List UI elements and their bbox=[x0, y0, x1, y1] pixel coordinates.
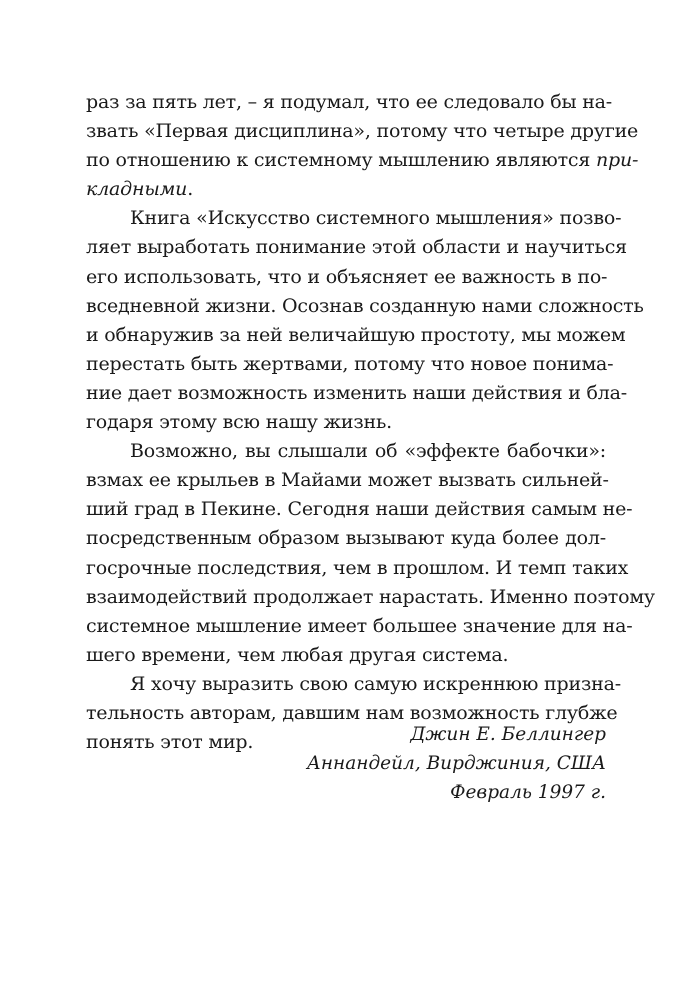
text-line: Я хочу выразить свою самую искреннюю призна- bbox=[130, 672, 621, 695]
body-text bbox=[86, 88, 655, 757]
text-line: звать «Первая дисциплина», потому что четыре другие bbox=[86, 120, 639, 143]
signature-block bbox=[307, 720, 606, 807]
text-line: годаря этому всю нашу жизнь. bbox=[86, 411, 392, 434]
text-line: посредственным образом вызывают куда более дол- bbox=[86, 527, 606, 550]
text-line: Возможно, вы слышали об «эффекте бабочки»: bbox=[130, 440, 606, 463]
signature-date: Февраль 1997 г. bbox=[450, 782, 606, 803]
text-line-roman: по отношению к системному мышлению являются bbox=[86, 149, 596, 172]
text-line: Книга «Искусство системного мышления» позво- bbox=[130, 207, 622, 230]
text-line: перестать быть жертвами, потому что новое понима- bbox=[86, 352, 614, 375]
text-line: ляет выработать понимание этой области и научиться bbox=[86, 236, 627, 259]
author-name: Джин Е. Беллингер bbox=[410, 724, 606, 745]
text-line: взаимодействий продолжает нарастать. Именно поэтому bbox=[86, 585, 655, 608]
text-line: системное мышление имеет большее значение для на- bbox=[86, 614, 633, 637]
text-line: госрочные последствия, чем в прошлом. И темп таких bbox=[86, 556, 629, 579]
text-line: шего времени, чем любая другая система. bbox=[86, 643, 509, 666]
italic-word: кладными bbox=[86, 178, 188, 201]
text-line: раз за пять лет, – я подумал, что ее следовало бы на- bbox=[86, 91, 613, 113]
text-line: ший град в Пекине. Сегодня наши действия самым не- bbox=[86, 498, 633, 521]
text-line: понять этот мир. bbox=[86, 731, 254, 754]
text-line: взмах ее крыльев в Майами может вызвать сильней- bbox=[86, 469, 609, 492]
text-line: его использовать, что и объясняет ее важность в по- bbox=[86, 265, 608, 288]
italic-word: при- bbox=[595, 149, 639, 172]
text-line: вседневной жизни. Осознав созданную нами сложность bbox=[86, 294, 644, 317]
text-line bbox=[86, 146, 639, 175]
text-line: тельность авторам, давшим нам возможность глубже bbox=[86, 701, 618, 724]
text-line: и обнаружив за ней величайшую простоту, мы можем bbox=[86, 323, 626, 346]
author-location: Аннандейл, Вирджиния, США bbox=[306, 753, 606, 774]
text-line-tail: . bbox=[187, 178, 194, 201]
text-line bbox=[86, 175, 606, 204]
text-line: ние дает возможность изменить наши действия и бла- bbox=[86, 381, 628, 404]
